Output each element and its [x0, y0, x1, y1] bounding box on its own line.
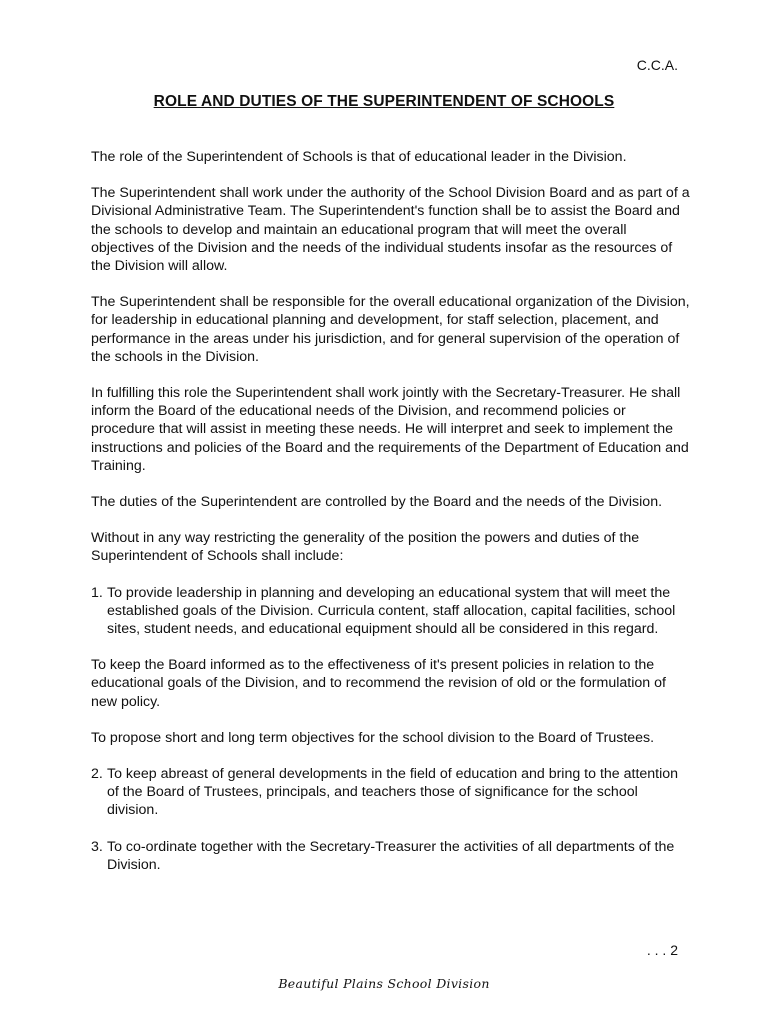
- paragraph: Without in any way restricting the generality of the position the powers and duties of the Superintendent of Schools shall include:: [91, 530, 640, 565]
- footer-division-name: Beautiful Plains School Division: [278, 976, 490, 991]
- duty-item-2: [91, 765, 691, 820]
- sub-item: To keep the Board informed as to the effectiveness of it's present policies in relation to the educational goals of the Division, and to recommend the revision of old or the formulation of new policy.: [91, 657, 666, 710]
- paragraph: In fulfilling this role the Superintendent shall work jointly with the Secretary-Treasurer. He shall inform the Board of the educational needs of the Division, and recommend policies or procedure that will assist in meeting these needs. He will interpret and seek to implement the instructions and policies of the Board and the requirements of the Department of Education and Training.: [91, 385, 689, 474]
- document-code: C.C.A.: [636, 57, 678, 73]
- duty-item-3: [91, 838, 691, 874]
- paragraph: The duties of the Superintendent are controlled by the Board and the needs of the Division.: [91, 494, 663, 511]
- item-text: To keep abreast of general developments in the field of education and bring to the attention of the Board of Trustees, principals, and teachers those of significance for the school division.: [107, 766, 679, 819]
- item-number: 1.: [91, 584, 103, 601]
- sub-item: To propose short and long term objectives for the school division to the Board of Trustees.: [91, 729, 655, 746]
- duty-item-1: [91, 584, 691, 639]
- paragraph: The Superintendent shall work under the authority of the School Division Board and as part of a Divisional Administrative Team. The Superintendent's function shall be to assist the Board and the schools to develop and maintain an educational program that will meet the overall objectives of the Division and the needs of the individual students insofar as the resources of the Division will allow.: [91, 185, 690, 275]
- paragraph: The role of the Superintendent of Schools is that of educational leader in the Division.: [91, 149, 627, 165]
- item-text: To provide leadership in planning and developing an educational system that will meet the established goals of the Division. Curricula content, staff allocation, capital facilities, school sites, student needs, and educational equipment should all be considered in this regard.: [107, 584, 676, 638]
- document-body: [91, 148, 691, 892]
- document-title: ROLE AND DUTIES OF THE SUPERINTENDENT OF SCHOOLS: [153, 93, 615, 110]
- paragraph: The Superintendent shall be responsible for the overall educational organization of the Division, for leadership in educational planning and development, for staff selection, placement, and performance in the areas under his jurisdiction, and for general supervision of the operation of the schools in the Division.: [91, 294, 690, 365]
- item-number: 2.: [91, 766, 103, 783]
- item-text: To co-ordinate together with the Secretary-Treasurer the activities of all departments of the Division.: [107, 838, 675, 873]
- page-continuation: . . . 2: [646, 942, 678, 958]
- item-number: 3.: [91, 838, 103, 855]
